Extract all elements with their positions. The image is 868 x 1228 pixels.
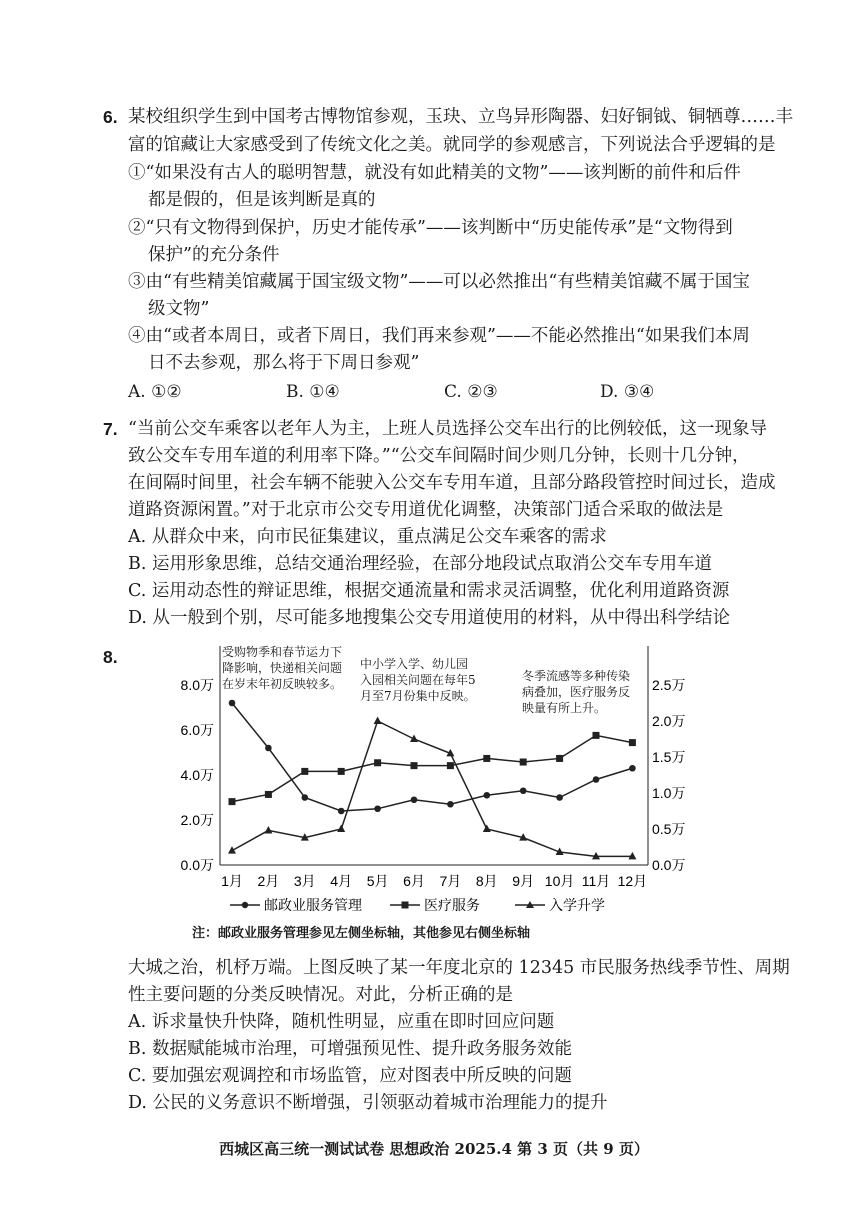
left-tick-label: 2.0万 — [180, 812, 214, 828]
series-point-1 — [520, 759, 527, 766]
series-point-1 — [447, 762, 454, 769]
x-tick-label: 1月 — [221, 873, 243, 889]
right-tick-label: 2.5万 — [652, 677, 686, 693]
series-point-2 — [337, 825, 345, 833]
series-point-2 — [483, 825, 491, 833]
series-point-1 — [229, 798, 236, 805]
q7-option-d: D. 从一般到个别，尽可能多地搜集公交专用道使用的材料，从中得出科学结论 — [128, 608, 731, 628]
series-point-1 — [301, 768, 308, 775]
series-point-0 — [411, 796, 418, 803]
series-point-0 — [302, 794, 309, 801]
series-point-1 — [556, 755, 563, 762]
q8-option-b: B. 数据赋能城市治理，可增强预见性、提升政务服务效能 — [128, 1039, 572, 1059]
series-point-0 — [447, 801, 454, 808]
x-tick-label: 3月 — [293, 873, 316, 889]
right-axis-ticks — [652, 677, 685, 873]
q7-stem-line2: 致公交车专用车道的利用率下降。”“公交车间隔时间少则几分钟，长则十几分钟， — [128, 446, 750, 466]
x-tick-label: 9月 — [512, 873, 535, 889]
q7-stem-line3: 在间隔时间里，社会车辆不能驶入公交车专用车道，且部分路段管控时间过长，造成 — [128, 473, 776, 493]
q8-option-d: D. 公民的义务意识不断增强，引领驱动着城市治理能力的提升 — [128, 1093, 608, 1113]
series-point-2 — [374, 717, 382, 725]
x-tick-label: 7月 — [439, 873, 462, 889]
q8-option-a: A. 诉求量快升快降，随机性明显，应重在即时回应问题 — [128, 1012, 555, 1032]
q6-statement-3-line2: 级文物” — [148, 299, 210, 319]
legend-label-postal: 邮政业服务管理 — [264, 898, 362, 914]
q8-option-c: C. 要加强宏观调控和市场监管，应对图表中所反映的问题 — [128, 1066, 572, 1086]
annotation-medical-line3: 映量有所上升。 — [522, 701, 607, 715]
series-point-1 — [411, 762, 418, 769]
annotation-enrollment-line2: 入园相关问题在每年5 — [360, 673, 476, 687]
q6-option-c: C. ②③ — [444, 382, 498, 402]
series-point-2 — [628, 852, 636, 860]
page-footer: 西城区高三统一测试试卷 思想政治 2025.4 第 3 页（共 9 页） — [219, 1140, 649, 1158]
right-tick-label: 0.0万 — [652, 857, 686, 873]
x-tick-label: 11月 — [581, 873, 611, 889]
series-point-0 — [593, 776, 600, 783]
q6-statement-3-line1: ③由“有些精美馆藏属于国宝级文物”——可以必然推出“有些精美馆藏不属于国宝 — [128, 272, 750, 292]
series-line-2 — [232, 721, 632, 856]
annotation-medical-line2: 病叠加，医疗服务反 — [522, 685, 631, 699]
q6-statement-2-line1: ②“只有文物得到保护，历史才能传承”——该判断中“历史能传承”是“文物得到 — [128, 218, 733, 238]
q6-statement-4-line1: ④由“或者本周日，或者下周日，我们再来参观”——不能必然推出“如果我们本周 — [128, 326, 750, 346]
annotation-medical — [522, 668, 630, 716]
q6-statement-2-line2: 保护”的充分条件 — [148, 245, 280, 265]
right-tick-label: 2.0万 — [652, 713, 686, 729]
chart-note: 注：邮政业服务管理参见左侧坐标轴，其他参见右侧坐标轴 — [192, 926, 531, 941]
series-point-0 — [484, 792, 491, 799]
q6-statement-1-line1: ①“如果没有古人的聪明智慧，就没有如此精美的文物”——该判断的前件和后件 — [128, 163, 741, 183]
left-tick-label: 6.0万 — [180, 722, 214, 738]
x-tick-label: 4月 — [330, 873, 353, 889]
left-tick-label: 0.0万 — [180, 857, 214, 873]
q6-option-d: D. ③④ — [600, 382, 655, 402]
right-tick-label: 1.0万 — [652, 785, 686, 801]
x-tick-label: 10月 — [544, 873, 575, 889]
annotation-medical-line1: 冬季流感等多种传染 — [522, 669, 631, 683]
x-tick-label: 2月 — [257, 873, 280, 889]
q6-statement-1-line2: 都是假的，但是该判断是真的 — [148, 190, 376, 210]
q7-stem-line1: “当前公交车乘客以老年人为主，上班人员选择公交车出行的比例较低，这一现象导 — [128, 419, 767, 439]
q6-number: 6. — [103, 107, 118, 127]
left-axis-ticks — [181, 677, 214, 873]
annotation-enrollment — [360, 656, 476, 704]
q7-stem-line4: 道路资源闲置。”对于北京市公交专用道优化调整，决策部门适合采取的做法是 — [128, 500, 724, 520]
q6-option-a: A. ①② — [128, 382, 182, 402]
series-point-1 — [265, 791, 272, 798]
left-tick-label: 8.0万 — [180, 677, 214, 693]
annotation-postal — [222, 644, 342, 692]
series-point-1 — [338, 768, 345, 775]
series-point-2 — [264, 826, 272, 834]
annotation-postal-line2: 降影响，快递相关问题 — [222, 661, 343, 675]
legend-label-medical: 医疗服务 — [424, 898, 480, 914]
series-point-1 — [629, 739, 636, 746]
series-point-0 — [265, 745, 272, 752]
q8-number: 8. — [103, 647, 118, 667]
series-point-1 — [374, 759, 381, 766]
x-tick-label: 6月 — [403, 873, 425, 889]
series-point-0 — [520, 787, 527, 794]
legend — [230, 898, 605, 914]
legend-label-enrollment: 入学升学 — [549, 898, 605, 914]
q7-option-c: C. 运用动态性的辩证思维，根据交通流量和需求灵活调整，优化利用道路资源 — [128, 581, 730, 601]
q6-stem-line1: 某校组织学生到中国考古博物馆参观，玉玦、立鸟异形陶器、妇好铜钺、铜牺尊……丰 — [128, 107, 793, 127]
q8-paragraph-line2: 性主要问题的分类反映情况。对此，分析正确的是 — [128, 985, 513, 1005]
series-point-0 — [338, 808, 345, 815]
q6-stem-line2: 富的馆藏让大家感受到了传统文化之美。就同学的参观感言，下列说法合乎逻辑的是 — [128, 135, 776, 155]
left-tick-label: 4.0万 — [180, 767, 214, 783]
series-layer — [228, 700, 636, 860]
legend-marker-medical — [402, 902, 409, 909]
q7-option-a: A. 从群众中来，向市民征集建议，重点满足公交车乘客的需求 — [128, 527, 607, 547]
x-tick-label: 12月 — [617, 873, 648, 889]
series-point-0 — [374, 805, 381, 812]
series-point-1 — [483, 755, 490, 762]
q8-paragraph-line1: 大城之治，机杼万端。上图反映了某一年度北京的 12345 市民服务热线季节性、周期 — [128, 958, 790, 978]
right-tick-label: 1.5万 — [652, 749, 686, 765]
series-point-0 — [629, 765, 636, 772]
annotation-enrollment-line3: 月至7月份集中反映。 — [360, 689, 476, 703]
series-line-0 — [232, 703, 632, 811]
annotation-enrollment-line1: 中小学入学、幼儿园 — [360, 657, 469, 671]
x-tick-label: 5月 — [366, 873, 389, 889]
right-tick-label: 0.5万 — [652, 821, 686, 837]
x-axis-ticks — [221, 873, 647, 889]
series-point-0 — [556, 794, 563, 801]
q7-option-b: B. 运用形象思维，总结交通治理经验，在部分地段试点取消公交车专用车道 — [128, 554, 712, 574]
q6-statement-4-line2: 日不去参观，那么将于下周日参观” — [148, 353, 420, 373]
annotation-postal-line1: 受购物季和春节运力下 — [222, 645, 343, 659]
annotation-postal-line3: 在岁末年初反映较多。 — [222, 677, 343, 691]
legend-marker-postal — [242, 902, 248, 908]
q6-option-b: B. ①④ — [286, 382, 340, 402]
x-tick-label: 8月 — [475, 873, 498, 889]
series-point-0 — [229, 700, 236, 707]
series-point-1 — [593, 732, 600, 739]
q7-number: 7. — [103, 419, 118, 439]
